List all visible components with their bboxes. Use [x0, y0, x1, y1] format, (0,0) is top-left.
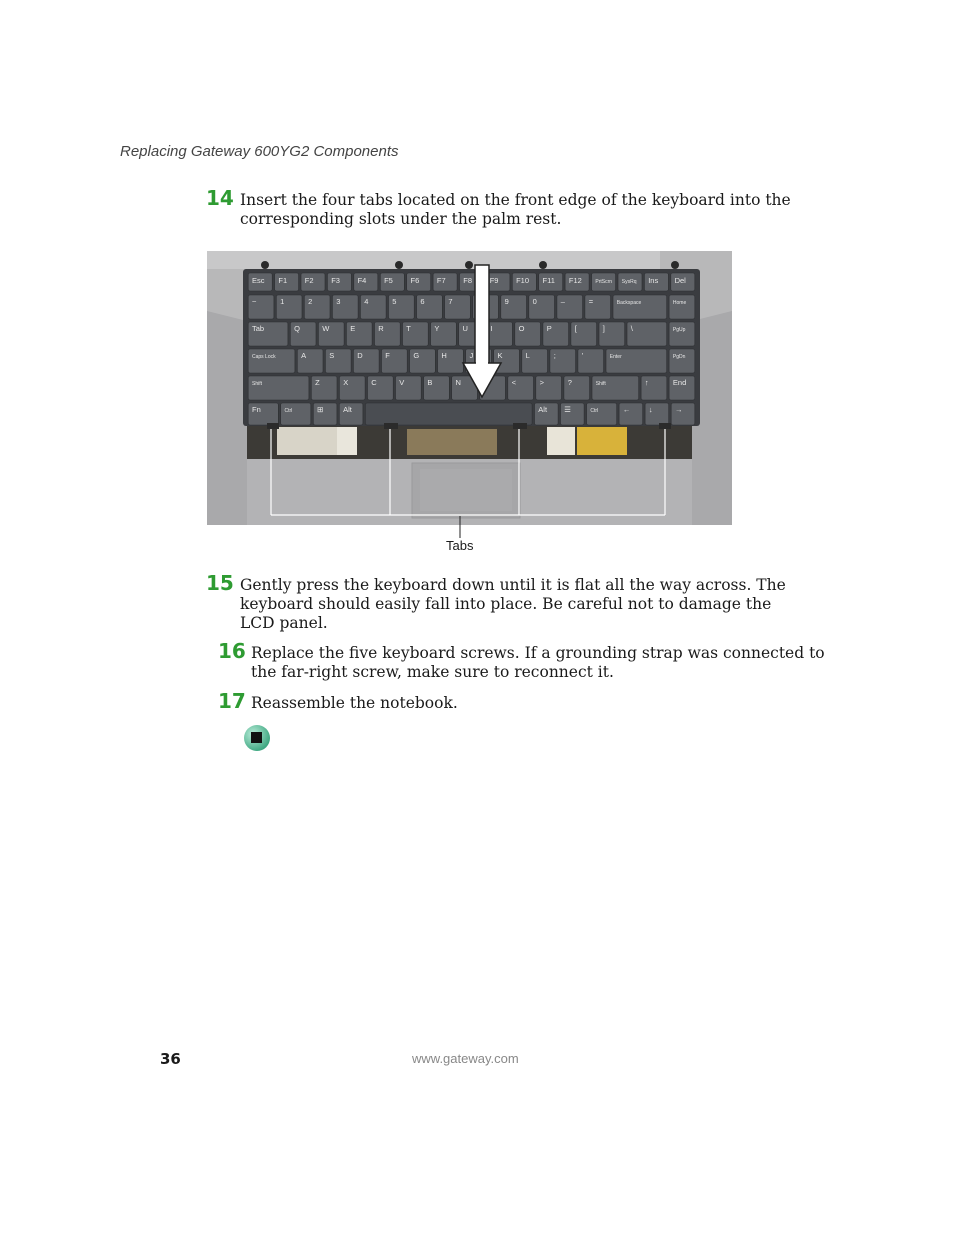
keyboard-key-label: 3 [336, 297, 341, 306]
keyboard-key-label: Ins [648, 276, 659, 285]
keyboard-key-label: U [462, 324, 468, 333]
keyboard-key-label: F3 [331, 276, 340, 285]
keyboard-key-label: \ [630, 324, 633, 333]
keyboard-key-label: PgDn [672, 354, 686, 360]
keyboard-key-label: C [371, 378, 377, 387]
stop-square-icon [242, 724, 272, 752]
keyboard-key [669, 295, 695, 319]
keyboard-key-label: 4 [364, 297, 369, 306]
keyboard-key-label: ; [553, 351, 556, 360]
keyboard-key-label: – [560, 297, 565, 306]
keyboard-key-label: J [469, 351, 474, 360]
step-15-line-2: keyboard should easily fall into place. Be careful not to damage the [240, 595, 772, 613]
keyboard-key-label: ? [567, 378, 572, 387]
step-text-14 [240, 191, 791, 229]
step-text-15 [240, 576, 786, 633]
step-17-line-1: Reassemble the notebook. [251, 694, 458, 712]
keyboard-key-label: > [539, 378, 544, 387]
keyboard-key-label: I [490, 324, 493, 333]
keyboard-key-label: F5 [384, 276, 393, 285]
keyboard-key-label: ☰ [564, 405, 572, 414]
keyboard-key-label: → [675, 405, 683, 414]
keyboard-key [606, 349, 667, 373]
tab-marker-3 [513, 423, 527, 429]
keyboard-key-label: PrtScrn [595, 279, 613, 285]
keyboard-key-label: F1 [278, 276, 288, 285]
keyboard-key-label: L [525, 351, 530, 360]
keyboard-key [587, 403, 617, 425]
screw-3 [465, 261, 473, 269]
keyboard-key-label: F12 [568, 276, 582, 285]
keyboard-key-label: ' [581, 351, 584, 360]
keyboard-key-label: F7 [436, 276, 446, 285]
keyboard-key [592, 376, 639, 400]
keyboard-key-label: R [378, 324, 384, 333]
keyboard-key-label: Tab [252, 324, 265, 333]
step-text-17 [251, 694, 458, 713]
caption-leader-line [456, 516, 466, 540]
keyboard-key-label: [ [574, 324, 577, 333]
tab-marker-2 [384, 423, 398, 429]
keyboard-key-label: Del [674, 276, 686, 285]
step-15-line-1: Gently press the keyboard down until it is flat all the way across. The [240, 576, 786, 594]
footer-url: www.gateway.com [412, 1051, 519, 1066]
keyboard-key-label: V [399, 378, 405, 387]
keyboard-key-label: E [350, 324, 356, 333]
step-14-line-2: corresponding slots under the palm rest. [240, 210, 562, 228]
keyboard-key-label: ⊞ [317, 405, 324, 414]
keyboard-key-label: 7 [448, 297, 453, 306]
keyboard-key-label: Y [434, 324, 440, 333]
keyboard-key-label: ← [622, 405, 631, 414]
keyboard-key-label: F4 [357, 276, 367, 285]
keyboard-key-label: SysRq [621, 279, 637, 285]
keyboard-key-label: B [427, 378, 433, 387]
keyboard-key-label: Z [315, 378, 320, 387]
keyboard-key [669, 349, 695, 373]
keyboard-key-label: 0 [532, 297, 537, 306]
keyboard-key-label: Alt [343, 405, 352, 414]
keyboard-key-label: ↓ [648, 405, 653, 414]
keyboard-key-label: S [329, 351, 335, 360]
keyboard-key-label: Esc [252, 276, 265, 285]
step-16-line-1: Replace the five keyboard screws. If a grounding strap was connected to [251, 644, 825, 662]
keyboard-key [365, 403, 532, 425]
keyboard-key [613, 295, 667, 319]
step-text-16 [251, 644, 825, 682]
running-header: Replacing Gateway 600YG2 Components [120, 143, 399, 160]
step-number-14: 14 [206, 186, 234, 210]
step-number-17: 17 [218, 689, 246, 713]
keyboard-key-label: T [406, 324, 411, 333]
keyboard-key-label: 9 [504, 297, 509, 306]
keyboard-illustration [207, 251, 732, 525]
keyboard-key [281, 403, 311, 425]
keyboard-key-label: F10 [516, 276, 530, 285]
keyboard-key-label: < [511, 378, 516, 387]
keyboard-key-label: Shift [252, 381, 263, 387]
keyboard-key-label: ↑ [644, 378, 649, 387]
keyboard-key-label: ~ [252, 297, 257, 306]
keyboard-key-label: ] [602, 324, 605, 333]
keyboard-key-label: P [546, 324, 552, 333]
keyboard-key-label: F [385, 351, 390, 360]
keyboard-key-label: F6 [410, 276, 420, 285]
screw-5 [671, 261, 679, 269]
keyboard-key-label: 6 [420, 297, 425, 306]
step-number-16: 16 [218, 639, 246, 663]
keyboard-key-label: G [413, 351, 420, 360]
keyboard-key-label: W [322, 324, 330, 333]
keyboard-key-label: Enter [609, 354, 622, 360]
page-number: 36 [160, 1050, 181, 1068]
keyboard-key-label: X [343, 378, 349, 387]
screw-4 [539, 261, 547, 269]
keyboard-key-label: Backspace [616, 300, 642, 306]
keyboard-key-label: N [455, 378, 461, 387]
figure-caption-tabs: Tabs [446, 538, 474, 553]
keyboard-key-label: 5 [392, 297, 397, 306]
keyboard-key-label: 1 [280, 297, 285, 306]
step-14-line-1: Insert the four tabs located on the front edge of the keyboard into the [240, 191, 791, 209]
keyboard-key-label: 2 [308, 297, 313, 306]
tab-marker-1 [267, 423, 279, 429]
keyboard-key-label: Q [294, 324, 300, 333]
keyboard-key-label: A [301, 351, 307, 360]
keyboard-photo [207, 251, 732, 525]
keyboard-key-label: Ctrl [284, 408, 293, 414]
keyboard-key-label: H [441, 351, 447, 360]
keyboard-key-label: O [518, 324, 525, 333]
keyboard-key-label: K [497, 351, 503, 360]
step-number-15: 15 [206, 571, 234, 595]
keyboard-key [248, 349, 295, 373]
keyboard-key-label: Alt [538, 405, 548, 414]
keyboard-key-label: F11 [542, 276, 555, 285]
keyboard-key-label: Fn [252, 405, 261, 414]
keyboard-key-label: F8 [463, 276, 473, 285]
keyboard-key [627, 322, 667, 346]
keyboard-key-label: PgUp [672, 327, 686, 333]
keyboard-key-label: Caps Lock [252, 354, 276, 360]
keyboard-key [669, 322, 695, 346]
tab-marker-4 [659, 423, 671, 429]
screw-2 [395, 261, 403, 269]
keyboard-key-label: D [357, 351, 363, 360]
keyboard-key-label: Shift [595, 381, 606, 387]
keyboard-key-label: F9 [489, 276, 499, 285]
keyboard-key-label: F2 [304, 276, 314, 285]
keyboard-key-label: = [588, 297, 594, 306]
screw-1 [261, 261, 269, 269]
keyboard-key-label: Home [672, 300, 687, 306]
keyboard-key-label: End [672, 378, 687, 387]
keyboard-key-label: Ctrl [590, 408, 599, 414]
step-16-line-2: the far-right screw, make sure to reconnect it. [251, 663, 614, 681]
step-15-line-3: LCD panel. [240, 614, 328, 632]
keyboard-key [248, 376, 309, 400]
